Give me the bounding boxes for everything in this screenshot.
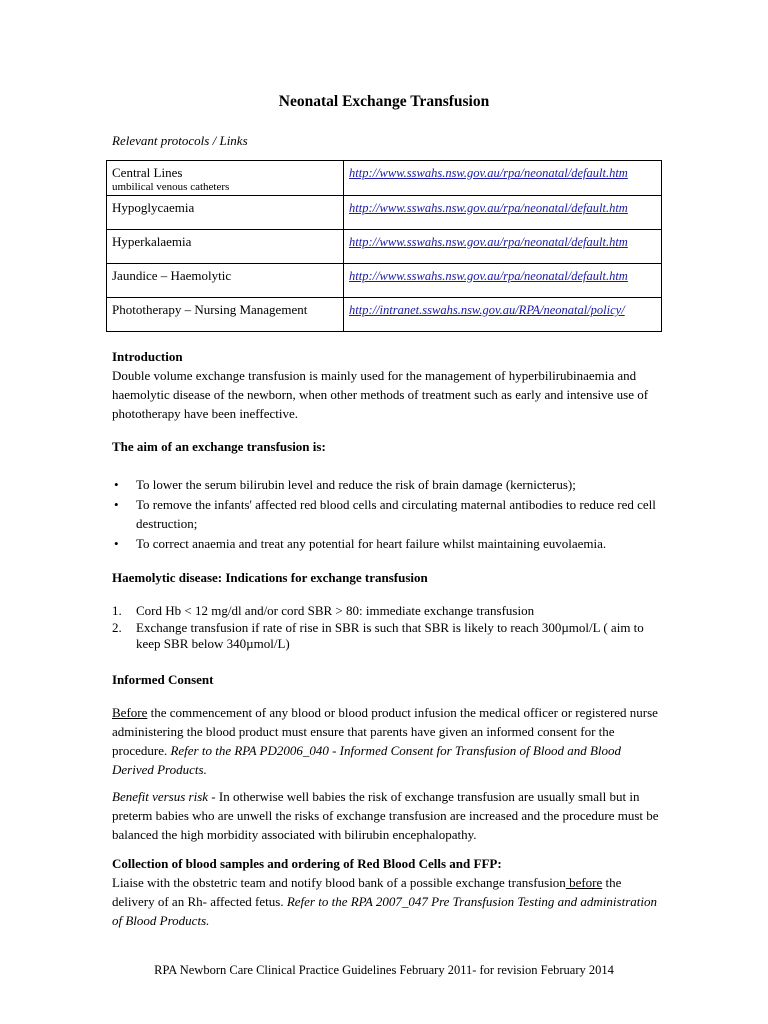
protocol-name-cell: [107, 264, 344, 298]
protocol-link-cell: [344, 196, 662, 230]
bullet-icon: •: [114, 477, 119, 492]
table-row: [107, 196, 662, 230]
collection-heading: Collection of blood samples and ordering of Red Blood Cells and FFP:: [112, 856, 502, 871]
protocol-name: Jaundice – Haemolytic: [112, 268, 232, 283]
collection-reference: Refer to the RPA 2007_047 Pre Transfusion Testing and administration of Blood Products.: [112, 894, 657, 928]
aim-list: [112, 475, 660, 553]
protocol-link-cell: [344, 264, 662, 298]
protocol-link[interactable]: http://www.sswahs.nsw.gov.au/rpa/neonatal/default.htm: [349, 166, 628, 180]
aim-heading-text: The aim of an exchange transfusion is:: [112, 439, 326, 454]
risk-text: - In otherwise well babies the risk of exchange transfusion are usually small but in preterm babies who are unwell the risks of exchange transfusion are increased and the procedure must be balanced the high morbidity associated with bilirubin encephalopathy.: [112, 789, 659, 842]
haemolytic-heading-text: Haemolytic disease: Indications for exchange transfusion: [112, 570, 428, 585]
protocol-name-cell: [107, 298, 344, 332]
page-footer: RPA Newborn Care Clinical Practice Guidelines February 2011- for revision February 2014: [154, 963, 614, 977]
list-item: [112, 495, 660, 534]
protocol-link[interactable]: http://www.sswahs.nsw.gov.au/rpa/neonatal/default.htm: [349, 201, 628, 215]
indications-list: [112, 603, 660, 653]
protocol-link-cell: [344, 161, 662, 196]
protocol-name: Phototherapy – Nursing Management: [112, 302, 308, 317]
item-number: 1.: [112, 603, 122, 618]
consent-paragraph: [112, 703, 660, 779]
document-title: Neonatal Exchange Transfusion: [278, 93, 490, 110]
protocol-link[interactable]: http://intranet.sswahs.nsw.gov.au/RPA/neonatal/policy/: [349, 303, 625, 317]
indication-text: Exchange transfusion if rate of rise in SBR is such that SBR is likely to reach 300µmol/L ( aim to keep SBR below 340µmol/L): [136, 619, 644, 651]
protocol-links-table: [106, 160, 662, 332]
protocol-name-cell: [107, 196, 344, 230]
aim-item-text: To lower the serum bilirubin level and reduce the risk of brain damage (kernicterus);: [136, 477, 576, 492]
protocol-subtext: umbilical venous catheters: [112, 181, 230, 193]
list-item: [112, 603, 660, 620]
risk-lead: Benefit versus risk: [112, 789, 209, 804]
introduction-section: [112, 347, 660, 423]
bullet-icon: •: [114, 496, 119, 512]
consent-heading-text: Informed Consent: [112, 672, 214, 687]
introduction-heading: Introduction: [112, 349, 183, 364]
table-row: [107, 230, 662, 264]
protocol-name-cell: [107, 230, 344, 264]
collection-before: before: [565, 875, 603, 890]
consent-before: Before: [112, 705, 148, 720]
aim-item-text: To correct anaemia and treat any potential for heart failure whilst maintaining euvolaemia.: [136, 535, 607, 551]
protocol-name: Central Lines: [112, 165, 183, 180]
collection-text-b: the delivery of an Rh- affected fetus.: [112, 875, 622, 909]
risk-paragraph: [112, 787, 660, 844]
protocol-name-cell: [107, 161, 344, 196]
bullet-icon: •: [114, 535, 119, 551]
consent-text: the commencement of any blood or blood product infusion the medical officer or registered nurse administering the blood product must ensure that parents have given an informed consent for the procedure.: [112, 705, 658, 758]
protocol-link[interactable]: http://www.sswahs.nsw.gov.au/rpa/neonatal/default.htm: [349, 269, 628, 283]
protocol-link-cell: [344, 230, 662, 264]
item-number: 2.: [112, 619, 122, 635]
table-row: [107, 161, 662, 196]
table-row: [107, 298, 662, 332]
links-subtitle: Relevant protocols / Links: [112, 133, 248, 148]
consent-heading: [112, 670, 660, 689]
list-item: [112, 620, 660, 653]
collection-text-a: Liaise with the obstetric team and notify blood bank of a possible exchange transfusion: [112, 875, 566, 890]
protocol-name: Hyperkalaemia: [112, 234, 192, 249]
collection-section: [112, 854, 660, 930]
list-item: [112, 475, 660, 495]
aim-heading: [112, 437, 660, 456]
haemolytic-heading: [112, 568, 660, 587]
indication-text: Cord Hb < 12 mg/dl and/or cord SBR > 80: immediate exchange transfusion: [136, 603, 535, 618]
list-item: [112, 534, 660, 554]
consent-reference: Refer to the RPA PD2006_040 - Informed Consent for Transfusion of Blood and Blood Derived Products.: [112, 743, 622, 777]
introduction-text: Double volume exchange transfusion is mainly used for the management of hyperbilirubinaemia and haemolytic disease of the newborn, when other methods of treatment such as early and intensive use of phototherapy have been ineffective.: [112, 368, 649, 421]
table-row: [107, 264, 662, 298]
protocol-name: Hypoglycaemia: [112, 200, 195, 215]
protocol-link[interactable]: http://www.sswahs.nsw.gov.au/rpa/neonatal/default.htm: [349, 235, 628, 249]
protocol-link-cell: [344, 298, 662, 332]
aim-item-text: To remove the infants' affected red blood cells and circulating maternal antibodies to reduce red cell destruction;: [136, 496, 656, 531]
